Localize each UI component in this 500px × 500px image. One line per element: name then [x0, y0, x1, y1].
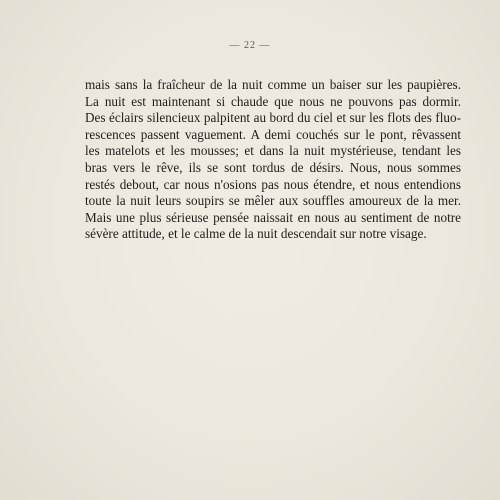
text-line: toute la nuit leurs soupirs se mêler aux souffles amoureux de la mer.	[85, 193, 461, 209]
text-line: Mais une plus sérieuse pensée naissait en nous au sentiment de notre	[85, 209, 461, 225]
text-line: bras vers le rêve, ils se sont tordus de désirs. Nous, nous sommes	[85, 159, 461, 175]
text-line: restés debout, car nous n'osions pas nous étendre, et nous entendions	[85, 176, 461, 192]
text-line: Des éclairs silencieux palpitent au bord du ciel et sur les flots des fluo-	[85, 110, 461, 126]
body-text	[85, 77, 461, 243]
text-line: La nuit est maintenant si chaude que nous ne pouvons pas dormir.	[85, 93, 461, 109]
text-line: mais sans la fraîcheur de la nuit comme un baiser sur les paupières.	[85, 77, 461, 92]
text-line: les matelots et les mousses; et dans la nuit mystérieuse, tendant les	[85, 143, 461, 159]
text-line: rescences passent vaguement. A demi couchés sur le pont, rêvassent	[85, 126, 461, 142]
page-number: — 22 —	[229, 40, 271, 51]
text-line: sévère attitude, et le calme de la nuit descendait sur notre visage.	[85, 226, 427, 242]
